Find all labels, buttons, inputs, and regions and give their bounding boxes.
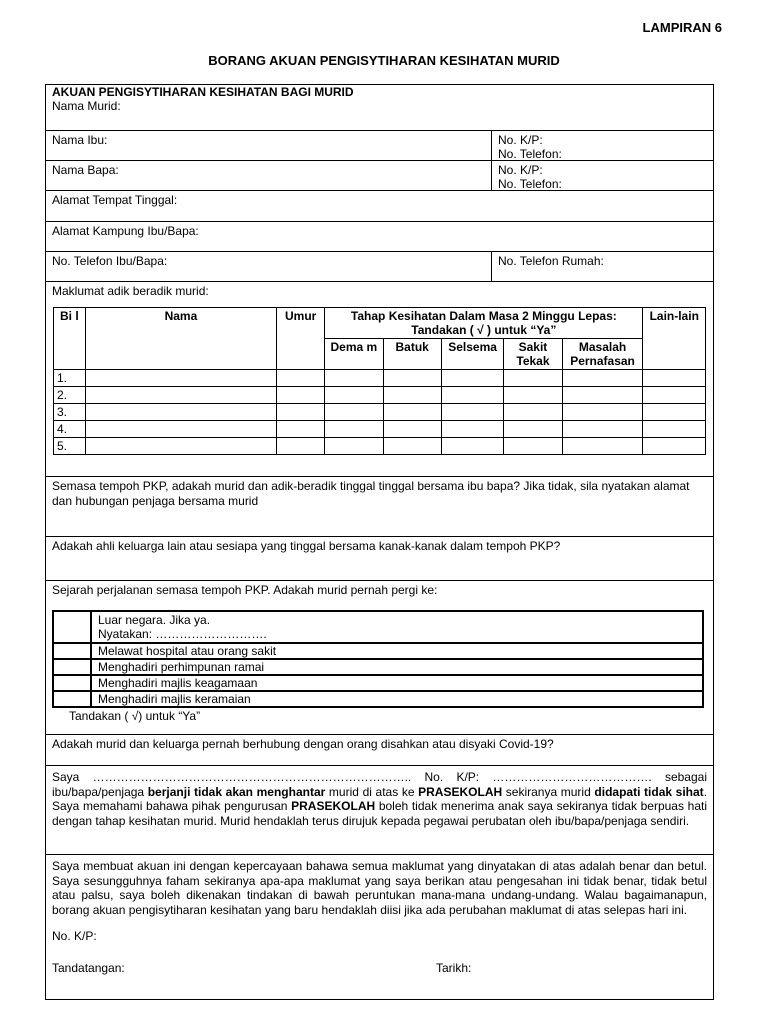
list-item — [53, 675, 703, 691]
covid-row — [46, 735, 713, 766]
list-item — [53, 611, 703, 643]
sejarah-question: Sejarah perjalanan semasa tempoh PKP. Adakah murid pernah pergi ke: — [52, 583, 438, 597]
col-umur: Umur — [277, 308, 325, 370]
pledge-bold: berjanji tidak akan menghantar — [147, 784, 326, 799]
ahli-question[interactable]: Adakah ahli keluarga lain atau sesiapa yang tinggal bersama kanak-kanak dalam tempoh PKP? — [52, 539, 561, 553]
pkp-row — [46, 477, 713, 537]
ibu-contact — [492, 131, 713, 160]
checkbox-cell[interactable] — [53, 691, 91, 707]
travel-item-label: Melawat hospital atau orang sakit — [91, 643, 703, 659]
telefon-row — [46, 252, 713, 282]
tarikh-field[interactable]: Tarikh: — [436, 961, 472, 975]
row-number: 2. — [54, 387, 86, 404]
col-tahap — [325, 308, 643, 339]
pledge-part: murid di atas ke — [325, 784, 419, 799]
declaration-form — [45, 84, 714, 1000]
tahap-tandakan: Tandakan ( √ ) untuk “Ya” — [411, 323, 557, 337]
sign-nokp-field[interactable]: No. K/P: — [52, 929, 97, 943]
pledge-part: ibu/bapa/penjaga — [52, 784, 148, 799]
row-number: 4. — [54, 421, 86, 438]
checkbox-cell[interactable] — [53, 659, 91, 675]
nyatakan-label: Nyatakan: ………………………. — [98, 627, 267, 641]
nama-murid-field[interactable]: Nama Murid: — [52, 99, 121, 113]
col-batuk: Batuk — [383, 339, 441, 370]
col-masalah: Masalah Pernafasan — [562, 339, 643, 370]
bapa-row — [46, 161, 713, 191]
row-number: 3. — [54, 404, 86, 421]
tel-rumah-field[interactable]: No. Telefon Rumah: — [498, 254, 604, 268]
ibu-row — [46, 131, 713, 161]
declaration-row — [46, 855, 713, 999]
adik-row — [46, 282, 713, 477]
checkbox-cell[interactable] — [53, 675, 91, 691]
checkbox-cell[interactable] — [53, 611, 91, 643]
sign-line — [46, 959, 713, 977]
murid-row — [46, 85, 713, 131]
pledge-row — [46, 766, 713, 855]
list-item — [53, 643, 703, 659]
pledge-bold: PRASEKOLAH — [418, 784, 503, 799]
table-row — [54, 404, 706, 421]
table-row — [54, 421, 706, 438]
pledge-text — [46, 766, 713, 854]
col-nama: Nama — [85, 308, 276, 370]
ahli-row — [46, 537, 713, 581]
table-row — [54, 438, 706, 455]
pledge-part: boleh tidak menerima anak saya sekiranya tidak berpuas hati dengan tahap kesihatan murid. Murid hendaklah terus dirujuk kepada pegawai perubatan oleh ibu/bapa/penjaga sendiri. — [52, 799, 707, 828]
sejarah-row — [46, 581, 713, 735]
table-row — [54, 370, 706, 387]
pledge-part: sekiranya murid — [502, 784, 595, 799]
travel-table — [52, 610, 704, 708]
bapa-nokp-field[interactable]: No. K/P: — [498, 163, 543, 177]
adik-table — [53, 307, 706, 455]
covid-question[interactable]: Adakah murid dan keluarga pernah berhubung dengan orang disahkan atau disyaki Covid-19? — [52, 737, 554, 751]
checkbox-cell[interactable] — [53, 643, 91, 659]
tandakan-note: Tandakan ( √) untuk “Ya” — [69, 709, 201, 723]
nama-ibu-field[interactable]: Nama Ibu: — [46, 131, 492, 160]
alamat-row — [46, 191, 713, 222]
travel-item-label: Menghadiri majlis keramaian — [91, 691, 703, 707]
declaration-text: Saya membuat akuan ini dengan kepercayaan bahawa semua maklumat yang dinyatakan di atas adalah benar dan betul. Saya sesungguhnya faham sekiranya apa-apa maklumat yang saya berikan atau pengesahan ini tidak benar, tidak betul atau palsu, saya boleh dikenakan tindakan di bawah peruntukan mana-mana undang-undang. Walau bagaimanapun, borang akuan pengisytiharan kesihatan yang baru hendaklah diisi jika ada perubahan maklumat di atas selepas hari ini. — [52, 859, 707, 917]
col-selsema: Selsema — [441, 339, 503, 370]
tandatangan-field[interactable]: Tandatangan: — [52, 961, 125, 975]
col-bil: Bi l — [54, 308, 86, 370]
travel-item-label: Menghadiri majlis keagamaan — [91, 675, 703, 691]
alamat-kampung-row — [46, 222, 713, 252]
ibu-nokp-field[interactable]: No. K/P: — [498, 133, 543, 147]
alamat-field[interactable]: Alamat Tempat Tinggal: — [52, 193, 178, 207]
table-row — [54, 387, 706, 404]
section-heading: AKUAN PENGISYTIHARAN KESIHATAN BAGI MURID — [52, 85, 354, 99]
list-item — [53, 659, 703, 675]
maklumat-adik-label: Maklumat adik beradik murid: — [52, 284, 209, 298]
pledge-bold: didapati tidak sihat — [594, 784, 704, 799]
list-item — [53, 691, 703, 707]
pledge-bold: PRASEKOLAH — [291, 799, 376, 813]
pledge-line-1: Saya …………………………………………………………………….. No. K/P: …………………………………. sebagai — [52, 770, 707, 784]
travel-item-label: Menghadiri perhimpunan ramai — [91, 659, 703, 675]
row-number: 1. — [54, 370, 86, 387]
col-lain: Lain-lain — [643, 308, 706, 370]
col-demam: Dema m — [325, 339, 383, 370]
ibu-telefon-field[interactable]: No. Telefon: — [498, 147, 562, 161]
col-sakit-tekak: Sakit Tekak — [504, 339, 562, 370]
luar-negara-item — [91, 611, 703, 643]
form-title: BORANG AKUAN PENGISYTIHARAN KESIHATAN MURID — [208, 53, 560, 68]
luar-negara-label: Luar negara. Jika ya. — [98, 613, 211, 627]
tel-ibubapa-field[interactable]: No. Telefon Ibu/Bapa: — [46, 252, 492, 281]
row-number: 5. — [54, 438, 86, 455]
lampiran-label: LAMPIRAN 6 — [642, 20, 722, 35]
pledge-body — [52, 785, 707, 829]
bapa-contact — [492, 161, 713, 190]
pledge-part: . Saya memahami bahawa pihak pengurusan — [52, 784, 708, 813]
tahap-heading: Tahap Kesihatan Dalam Masa 2 Minggu Lepas: — [350, 309, 617, 323]
nama-bapa-field[interactable]: Nama Bapa: — [46, 161, 492, 190]
pkp-question[interactable]: Semasa tempoh PKP, adakah murid dan adik-beradik tinggal tinggal bersama ibu bapa? Jika tidak, sila nyatakan alamat dan hubungan penjaga bersama murid — [52, 479, 690, 508]
bapa-telefon-field[interactable]: No. Telefon: — [498, 177, 562, 191]
alamat-kampung-field[interactable]: Alamat Kampung Ibu/Bapa: — [52, 224, 199, 238]
